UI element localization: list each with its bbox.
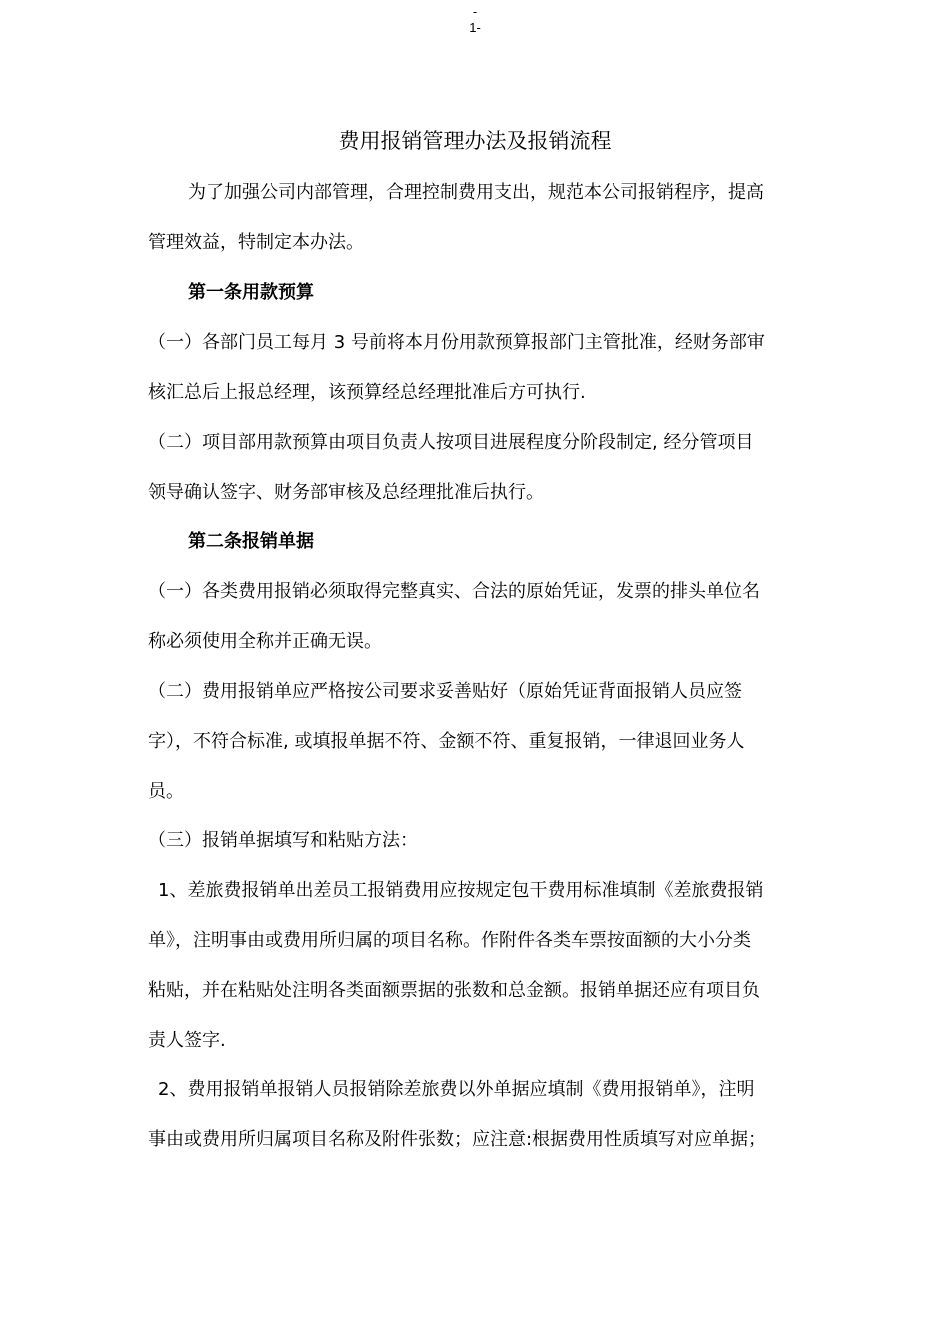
item-2-line-1: 2、费用报销单报销人员报销除差旅费以外单据应填制《费用报销单》，注明 (158, 1079, 755, 1100)
page-header-dash: - (472, 4, 478, 19)
section-heading-1: 第一条用款预算 (188, 282, 314, 303)
intro-paragraph-line-2: 管理效益，特制定本办法。 (148, 232, 364, 253)
item-2-line-2: 事由或费用所归属项目名称及附件张数；应注意:根据费用性质填写对应单据； (148, 1129, 767, 1150)
page-number: 1- (469, 20, 481, 35)
clause-2-2-line-2: 字），不符合标准, 或填报单据不符、金额不符、重复报销，一律退回业务人 (148, 731, 745, 752)
item-1-line-1: 1、差旅费报销单出差员工报销费用应按规定包干费用标准填制《差旅费报销 (158, 880, 764, 901)
clause-2-2-line-3: 员。 (148, 781, 184, 802)
clause-2-3-line-1: （三）报销单据填写和粘贴方法： (148, 830, 418, 851)
clause-1-2-line-2: 领导确认签字、财务部审核及总经理批准后执行。 (148, 482, 544, 503)
document-title: 费用报销管理办法及报销流程 (338, 129, 612, 153)
item-1-line-3: 粘贴，并在粘贴处注明各类面额票据的张数和总金额。报销单据还应有项目负 (148, 980, 760, 1001)
clause-2-1-line-2: 称必须使用全称并正确无误。 (148, 631, 382, 652)
section-heading-2: 第二条报销单据 (188, 531, 314, 552)
clause-2-2-line-1: （二）费用报销单应严格按公司要求妥善贴好（原始凭证背面报销人员应签 (148, 681, 742, 702)
clause-1-2-line-1: （二）项目部用款预算由项目负责人按项目进展程度分阶段制定, 经分管项目 (148, 432, 754, 453)
clause-2-1-line-1: （一）各类费用报销必须取得完整真实、合法的原始凭证，发票的排头单位名 (148, 581, 760, 602)
item-1-line-4: 责人签字. (148, 1030, 226, 1051)
item-1-line-2: 单》，注明事由或费用所归属的项目名称。作附件各类车票按面额的大小分类 (148, 930, 751, 951)
clause-1-1-line-1: （一）各部门员工每月 3 号前将本月份用款预算报部门主管批准，经财务部审 (148, 332, 765, 353)
page-header (0, 4, 950, 36)
clause-1-1-line-2: 核汇总后上报总经理，该预算经总经理批准后方可执行. (148, 382, 586, 403)
intro-paragraph-line-1: 为了加强公司内部管理，合理控制费用支出，规范本公司报销程序，提高 (188, 182, 764, 203)
